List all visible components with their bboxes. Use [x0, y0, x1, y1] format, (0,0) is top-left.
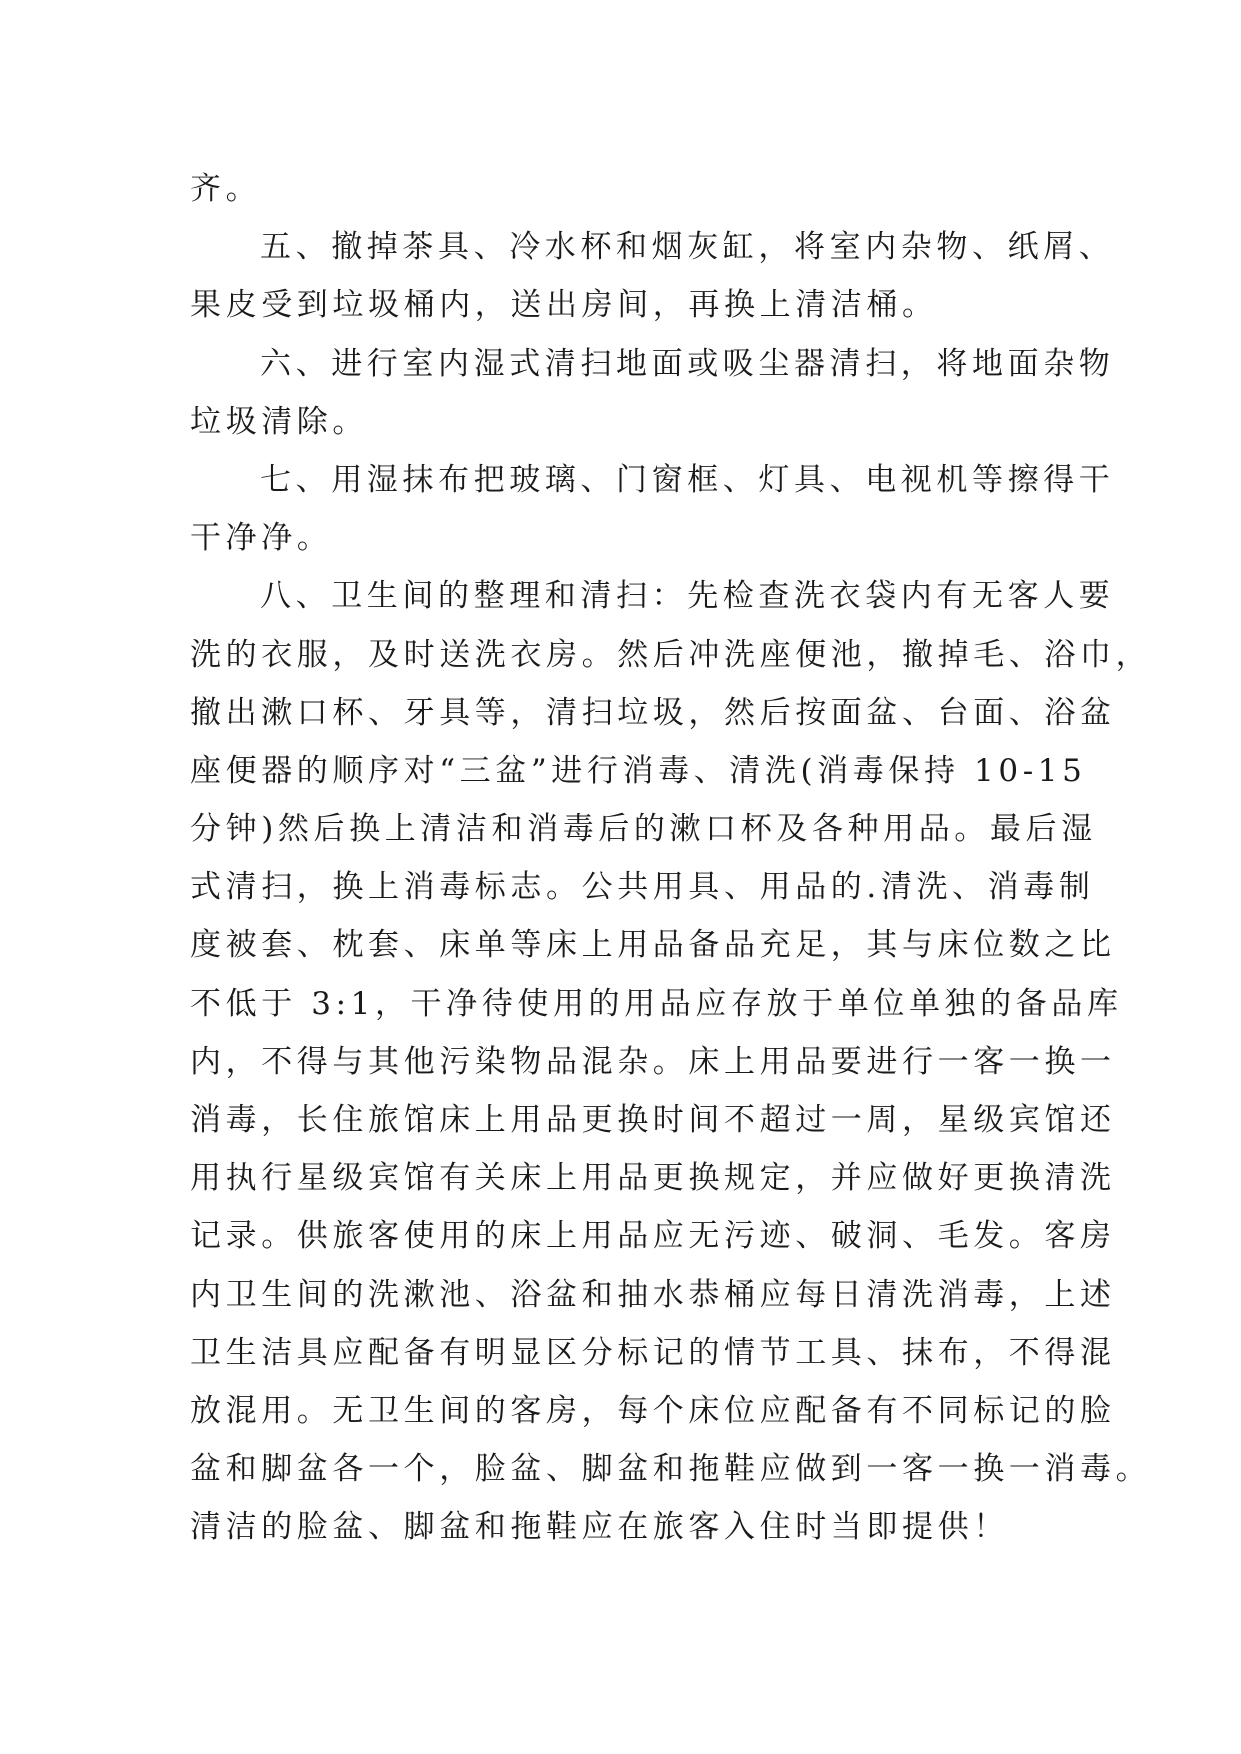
document-body — [190, 160, 1152, 1557]
text-line: 清洁的脸盆、脚盆和拖鞋应在旅客入住时当即提供！ — [190, 1509, 1009, 1546]
text-line: 撤出漱口杯、牙具等，清扫垃圾，然后按面盆、台面、浴盆 — [190, 694, 1116, 731]
text-line: 消毒，长住旅馆床上用品更换时间不超过一周，星级宾馆还 — [190, 1102, 1116, 1138]
text-line: 卫生洁具应配备有明显区分标记的情节工具、抹布，不得混 — [190, 1334, 1116, 1371]
text-line: 盆和脚盆各一个，脸盆、脚盆和拖鞋应做到一客一换一消毒。 — [190, 1451, 1152, 1488]
text-line: 干净净。 — [190, 520, 333, 557]
text-line: 放混用。无卫生间的客房，每个床位应配备有不同标记的脸 — [190, 1392, 1116, 1429]
paragraph-five-line: 五、撤掉茶具、冷水杯和烟灰缸，将室内杂物、纸屑、 — [260, 229, 1115, 266]
paragraph-eight-line: 八、卫生间的整理和清扫：先检查洗衣袋内有无客人要 — [260, 578, 1115, 615]
text-line: 分钟)然后换上清洁和消毒后的漱口杯及各种用品。最后湿 — [190, 811, 1097, 848]
text-line: 内，不得与其他污染物品混杂。床上用品要进行一客一换一 — [190, 1043, 1116, 1080]
text-line: 用执行星级宾馆有关床上用品更换规定，并应做好更换清洗 — [190, 1160, 1116, 1197]
text-line: 座便器的顺序对“三盆”进行消毒、清洗(消毒保持 10-15 — [190, 752, 1087, 789]
text-line: 记录。供旅客使用的床上用品应无污迹、破洞、毛发。客房 — [190, 1218, 1116, 1255]
text-line: 度被套、枕套、床单等床上用品备品充足，其与床位数之比 — [190, 927, 1116, 964]
text-line: 内卫生间的洗漱池、浴盆和抽水恭桶应每日清洗消毒，上述 — [190, 1276, 1116, 1313]
paragraph-six-line: 六、进行室内湿式清扫地面或吸尘器清扫，将地面杂物 — [260, 345, 1115, 382]
text-line: 垃圾清除。 — [190, 403, 368, 440]
text-line: 果皮受到垃圾桶内，送出房间，再换上清洁桶。 — [190, 287, 938, 324]
text-line: 洗的衣服，及时送洗衣房。然后冲洗座便池，撤掉毛、浴巾， — [190, 636, 1152, 673]
text-line: 齐。 — [190, 171, 262, 207]
text-line: 式清扫，换上消毒标志。公共用具、用品的.清洗、消毒制 — [190, 869, 1095, 906]
text-line: 不低于 3:1，干净待使用的用品应存放于单位单独的备品库 — [190, 985, 1123, 1022]
paragraph-seven-line: 七、用湿抹布把玻璃、门窗框、灯具、电视机等擦得干 — [260, 461, 1115, 498]
